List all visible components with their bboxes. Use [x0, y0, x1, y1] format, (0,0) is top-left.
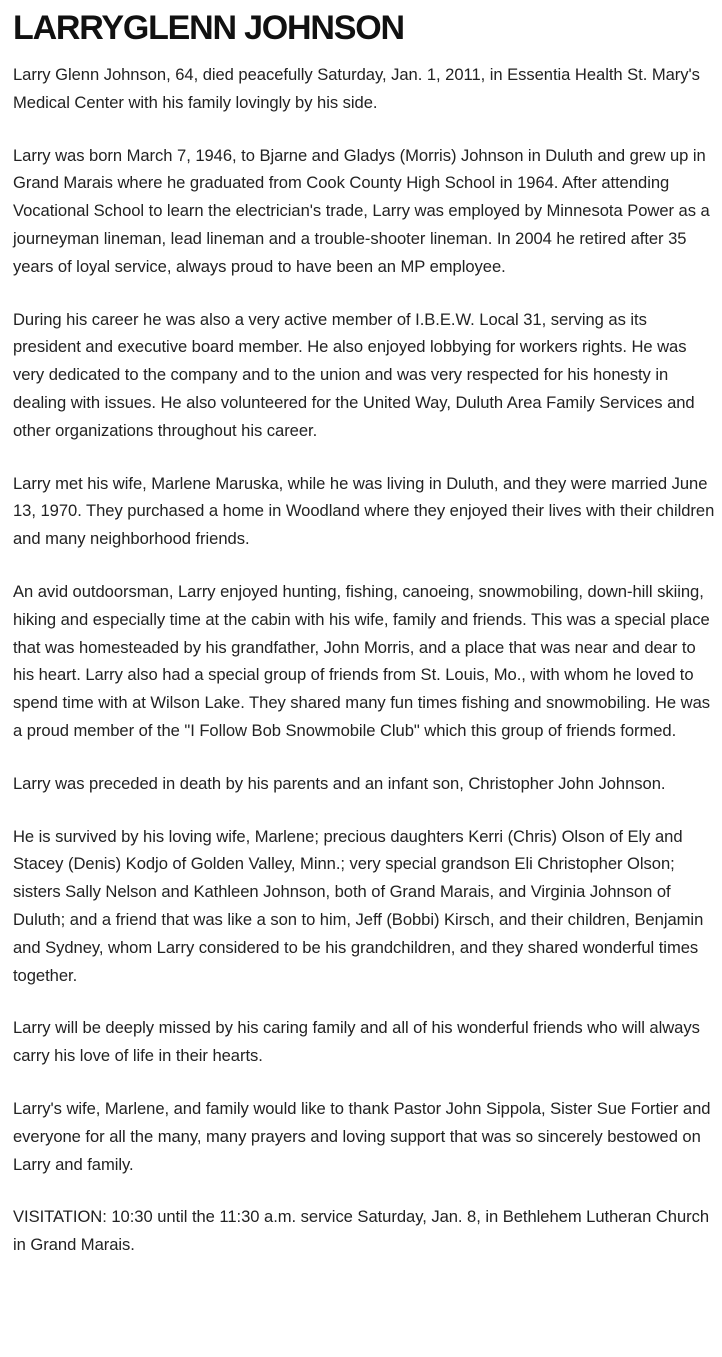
paragraph-death-notice: Larry Glenn Johnson, 64, died peacefully Saturday, Jan. 1, 2011, in Essentia Health St. Mary's Medical Center with his family lovingly by his side.: [13, 65, 700, 112]
paragraph-preceded: Larry was preceded in death by his parents and an infant son, Christopher John Johnson.: [13, 773, 666, 793]
paragraph-early-life: Larry was born March 7, 1946, to Bjarne and Gladys (Morris) Johnson in Duluth and grew up in Grand Marais where he graduated from Cook County High School in 1964. After attending Vocational School to learn the electrician's trade, Larry was employed by Minnesota Power as a journeyman lineman, lead lineman and a trouble-shooter lineman. In 2004 he retired after 35 years of loyal service, always proud to have been an MP employee.: [13, 145, 710, 276]
article-body: [13, 61, 722, 1259]
paragraph-career: During his career he was also a very active member of I.B.E.W. Local 31, serving as its president and executive board member. He also enjoyed lobbying for workers rights. He was very dedicated to the company and to the union and was very respected for his honesty in dealing with issues. He also volunteered for the United Way, Duluth Area Family Services and other organizations throughout his career.: [13, 309, 695, 440]
paragraph-thanks: Larry's wife, Marlene, and family would like to thank Pastor John Sippola, Sister Sue Fortier and everyone for all the many, many prayers and loving support that was so sincerely bestowed on Larry and family.: [13, 1098, 711, 1174]
paragraph-visitation: VISITATION: 10:30 until the 11:30 a.m. service Saturday, Jan. 8, in Bethlehem Lutheran Church in Grand Marais.: [13, 1207, 710, 1255]
paragraph-marriage: Larry met his wife, Marlene Maruska, while he was living in Duluth, and they were married June 13, 1970. They purchased a home in Woodland where they enjoyed their lives with their children and many neighborhood friends.: [13, 473, 715, 549]
page-title: LARRYGLENN JOHNSON: [13, 9, 404, 47]
paragraph-survivors: He is survived by his loving wife, Marlene; precious daughters Kerri (Chris) Olson of Ely and Stacey (Denis) Kodjo of Golden Valley, Minn.; very special grandson Eli Christopher Olson; sisters Sally Nelson and Kathleen Johnson, both of Grand Marais, and Virginia Johnson of Duluth; and a friend that was like a son to him, Jeff (Bobbi) Kirsch, and their children, Benjamin and Sydney, whom Larry considered to be his grandchildren, and they shared wonderful times together.: [13, 826, 704, 985]
paragraph-missed: Larry will be deeply missed by his caring family and all of his wonderful friends who will always carry his love of life in their hearts.: [13, 1018, 700, 1066]
paragraph-hobbies: An avid outdoorsman, Larry enjoyed hunting, fishing, canoeing, snowmobiling, down-hill skiing, hiking and especially time at the cabin with his wife, family and friends. This was a special place that was homesteaded by his grandfather, John Morris, and a place that was near and dear to his heart. Larry also had a special group of friends from St. Louis, Mo., with whom he loved to spend time with at Wilson Lake. They shared many fun times fishing and snowmobiling. He was a proud member of the "I Follow Bob Snowmobile Club" which this group of friends formed.: [13, 581, 711, 740]
